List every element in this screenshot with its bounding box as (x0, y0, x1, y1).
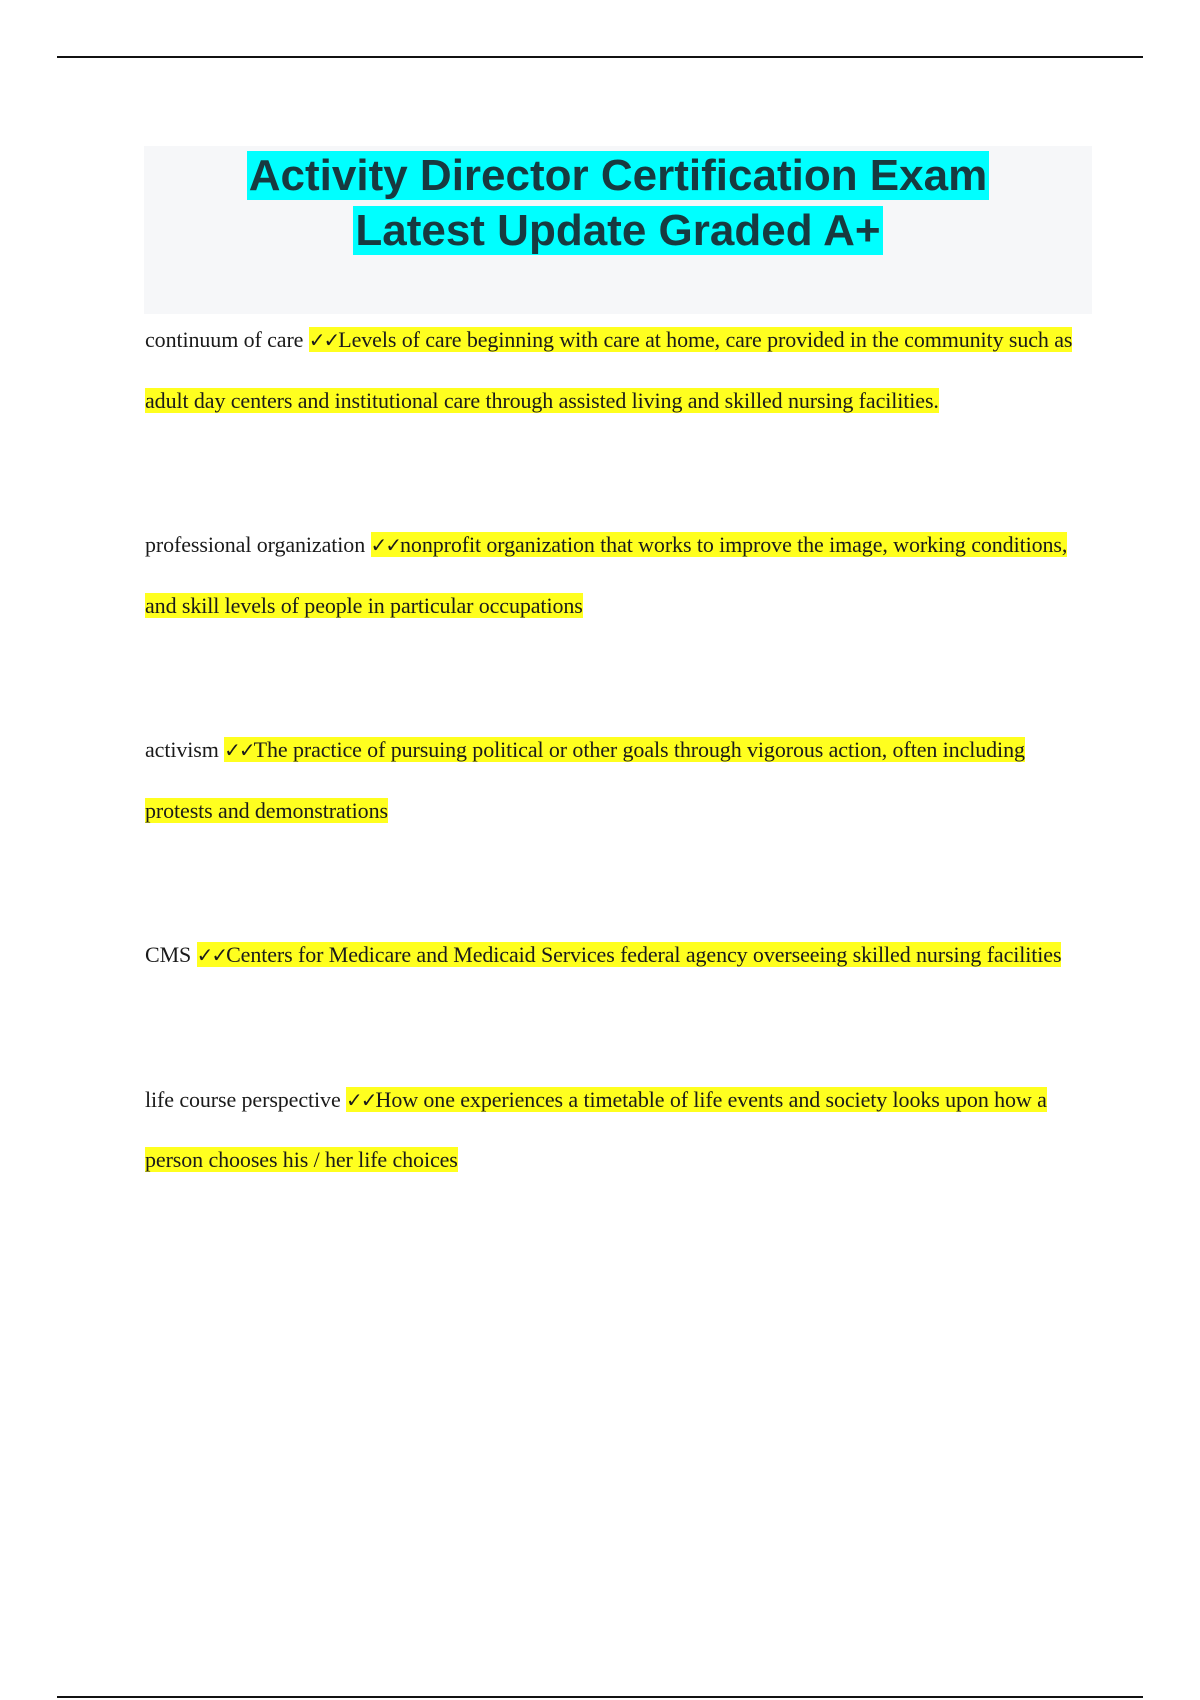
entry-term: CMS (145, 942, 192, 967)
flashcard-entry (145, 515, 1085, 636)
flashcard-entry (145, 720, 1085, 841)
top-rule (57, 56, 1143, 58)
flashcard-entry (145, 925, 1085, 986)
definition-text: Levels of care beginning with care at home, care provided in the community such as adult day centers and institutional care through assisted living and skilled nursing facilities. (145, 327, 1073, 413)
double-check-icon: ✓✓ (196, 943, 227, 967)
entry-term: continuum of care (145, 327, 304, 352)
definition-text: How one experiences a timetable of life events and society looks upon how a person chooses his / her life choices (145, 1086, 1047, 1172)
entry-term: activism (145, 737, 219, 762)
page-title-line-1: Activity Director Certification Exam (248, 151, 988, 200)
flashcard-entry (145, 310, 1085, 431)
flashcard-list (145, 310, 1085, 1191)
title-block (144, 146, 1092, 314)
entry-term: professional organization (145, 532, 366, 557)
page-title-line-2: Latest Update Graded A+ (355, 206, 881, 255)
definition-text: The practice of pursuing political or other goals through vigorous action, often including protests and demonstrations (145, 737, 1025, 823)
flashcard-entry (145, 1070, 1085, 1191)
double-check-icon: ✓✓ (370, 533, 401, 557)
double-check-icon: ✓✓ (224, 738, 254, 762)
double-check-icon: ✓✓ (308, 328, 339, 352)
entry-term: life course perspective (145, 1086, 341, 1112)
page-title (144, 146, 1092, 258)
definition-text: Centers for Medicare and Medicaid Services federal agency overseeing skilled nursing facilities (226, 942, 1062, 967)
definition-text: nonprofit organization that works to improve the image, working conditions, and skill levels of people in particular occupations (145, 532, 1068, 618)
double-check-icon: ✓✓ (346, 1087, 376, 1112)
entry-definition (197, 942, 1062, 967)
entry-definition (145, 737, 1025, 823)
bottom-rule (57, 1696, 1143, 1698)
